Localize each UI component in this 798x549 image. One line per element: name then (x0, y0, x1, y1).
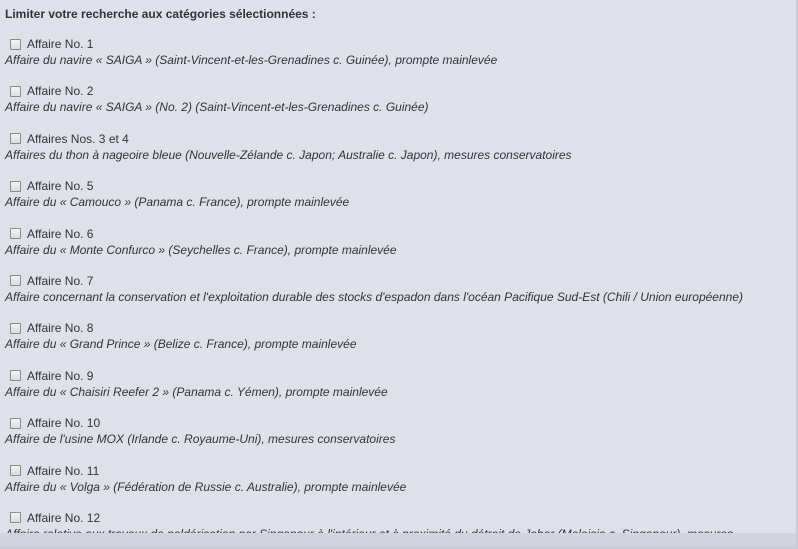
category-label[interactable]: Affaires Nos. 3 et 4 (27, 131, 129, 146)
category-label[interactable]: Affaire No. 2 (27, 84, 94, 99)
category-checkbox-row[interactable] (9, 463, 99, 479)
category-checkbox-row[interactable] (9, 368, 93, 384)
category-description: Affaires du thon à nageoire bleue (Nouvelle-Zélande c. Japon; Australie c. Japon), mesures conservatoires (5, 147, 572, 162)
category-description: Affaire du « Monte Confurco » (Seychelles c. France), prompte mainlevée (5, 242, 397, 257)
category-checkbox-row[interactable] (9, 415, 100, 431)
bottom-strip (0, 533, 796, 547)
category-label[interactable]: Affaire No. 1 (27, 37, 94, 51)
category-item (0, 178, 796, 225)
category-label[interactable]: Affaire No. 9 (27, 368, 94, 383)
category-label[interactable]: Affaire No. 5 (27, 179, 94, 194)
category-label[interactable]: Affaire No. 12 (27, 510, 101, 525)
category-checkbox-row[interactable] (9, 226, 93, 242)
category-item (0, 273, 796, 320)
category-description: Affaire du « Grand Prince » (Belize c. France), prompte mainlevée (5, 337, 357, 352)
category-item (0, 368, 796, 415)
filter-heading: Limiter votre recherche aux catégories sélectionnées : (5, 7, 316, 21)
category-checkbox[interactable] (10, 228, 21, 239)
category-checkbox[interactable] (10, 323, 21, 334)
category-description: Affaire du « Chaisiri Reefer 2 » (Panama c. Yémen), prompte mainlevée (5, 384, 388, 399)
category-item (0, 226, 796, 273)
category-label[interactable]: Affaire No. 10 (27, 416, 101, 431)
category-checkbox-row[interactable] (9, 131, 129, 147)
category-label[interactable]: Affaire No. 7 (27, 273, 94, 288)
category-item (0, 36, 796, 83)
category-description: Affaire du navire « SAIGA » (Saint-Vincent-et-les-Grenadines c. Guinée), prompte mainlevée (5, 53, 498, 67)
category-checkbox[interactable] (10, 39, 21, 50)
category-checkbox[interactable] (10, 370, 21, 381)
category-item (0, 83, 796, 130)
category-label[interactable]: Affaire No. 8 (27, 321, 94, 336)
category-checkbox[interactable] (10, 275, 21, 286)
category-item (0, 131, 796, 178)
category-checkbox-row[interactable] (9, 273, 93, 289)
category-checkbox[interactable] (10, 181, 21, 192)
category-checkbox[interactable] (10, 86, 21, 97)
category-description: Affaire du navire « SAIGA » (No. 2) (Saint-Vincent-et-les-Grenadines c. Guinée) (5, 100, 429, 115)
category-description: Affaire concernant la conservation et l'exploitation durable des stocks d'espadon dans l'océan Pacifique Sud-Est (Chili / Union européenne) (5, 289, 743, 304)
category-checkbox[interactable] (10, 465, 21, 476)
category-label[interactable]: Affaire No. 11 (27, 463, 100, 478)
category-item (0, 463, 796, 510)
category-label[interactable]: Affaire No. 6 (27, 226, 94, 241)
category-description: Affaire du « Volga » (Fédération de Russie c. Australie), prompte mainlevée (5, 479, 407, 494)
category-checkbox-row[interactable] (9, 178, 93, 194)
category-description: Affaire du « Camouco » (Panama c. France), prompte mainlevée (5, 195, 350, 210)
category-checkbox-row[interactable] (9, 83, 93, 99)
category-description: Affaire de l'usine MOX (Irlande c. Royaume-Uni), mesures conservatoires (5, 432, 396, 447)
category-checkbox-row[interactable] (9, 320, 93, 336)
category-checkbox[interactable] (10, 512, 21, 523)
category-checkbox-row[interactable] (9, 36, 93, 52)
category-item (0, 415, 796, 462)
category-checkbox[interactable] (10, 133, 21, 144)
category-checkbox-row[interactable] (9, 510, 100, 526)
category-checkbox[interactable] (10, 418, 21, 429)
category-item (0, 320, 796, 367)
category-list (0, 36, 796, 549)
